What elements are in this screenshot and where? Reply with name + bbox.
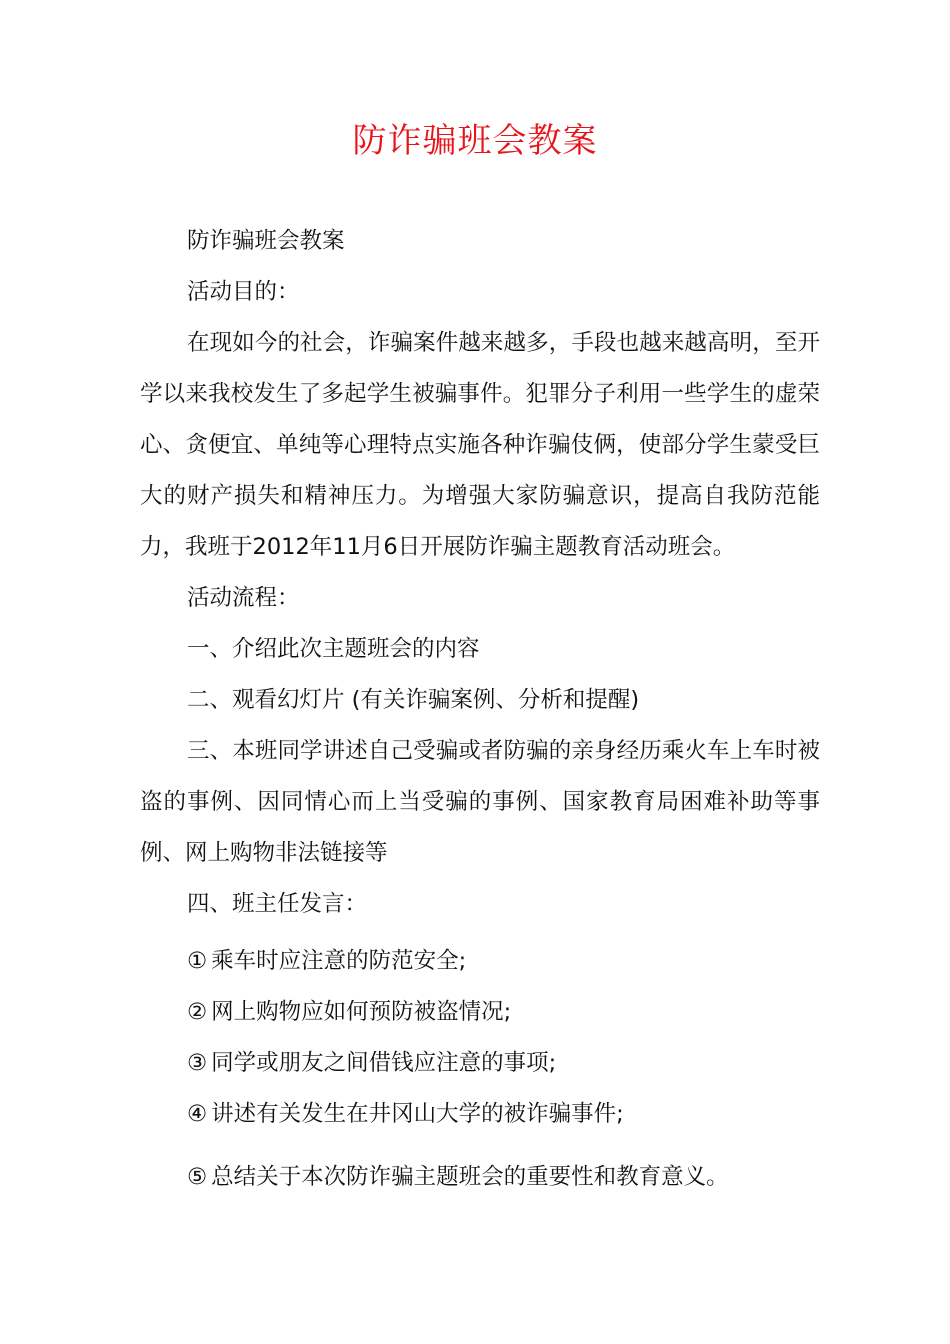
point-item: [140, 936, 820, 987]
process-heading: 活动流程：: [187, 585, 300, 611]
document-title: 防诈骗班会教案: [352, 121, 598, 161]
point-text: 总结关于本次防诈骗主题班会的重要性和教育意义。: [211, 1164, 729, 1190]
document-body: [140, 216, 820, 1203]
point-marker: ①: [187, 948, 208, 974]
step-four: 四、班主任发言：: [187, 891, 368, 917]
point-item: [140, 1038, 820, 1089]
purpose-paragraph: 在现如今的社会，诈骗案件越来越多，手段也越来越高明，至开学以来我校发生了多起学生被骗事件。犯罪分子利用一些学生的虚荣心、贪便宜、单纯等心理特点实施各种诈骗伎俩，使部分学生蒙受巨大的财产损失和精神压力。为增强大家防骗意识，提高自我防范能力，我班于2012年11月6日开展防诈骗主题教育活动班会。: [140, 330, 820, 560]
point-marker: ②: [187, 999, 208, 1025]
point-item: [140, 1152, 820, 1203]
point-item: [140, 987, 820, 1038]
point-marker: ③: [187, 1050, 208, 1076]
point-text: 网上购物应如何预防被盗情况;: [211, 999, 512, 1025]
step-three: 三、本班同学讲述自己受骗或者防骗的亲身经历乘火车上车时被盗的事例、因同情心而上当受骗的事例、国家教育局困难补助等事例、网上购物非法链接等: [140, 738, 820, 866]
point-text: 乘车时应注意的防范安全;: [211, 948, 467, 974]
purpose-heading: 活动目的：: [187, 279, 300, 305]
document-subtitle: 防诈骗班会教案: [187, 228, 345, 254]
point-text: 同学或朋友之间借钱应注意的事项;: [211, 1050, 557, 1076]
point-marker: ④: [187, 1101, 208, 1127]
step-two: 二、观看幻灯片 (有关诈骗案例、分析和提醒): [187, 687, 640, 713]
point-text: 讲述有关发生在井冈山大学的被诈骗事件;: [211, 1101, 624, 1127]
point-item: [140, 1089, 820, 1140]
point-marker: ⑤: [187, 1164, 208, 1190]
step-one: 一、介绍此次主题班会的内容: [187, 636, 480, 662]
